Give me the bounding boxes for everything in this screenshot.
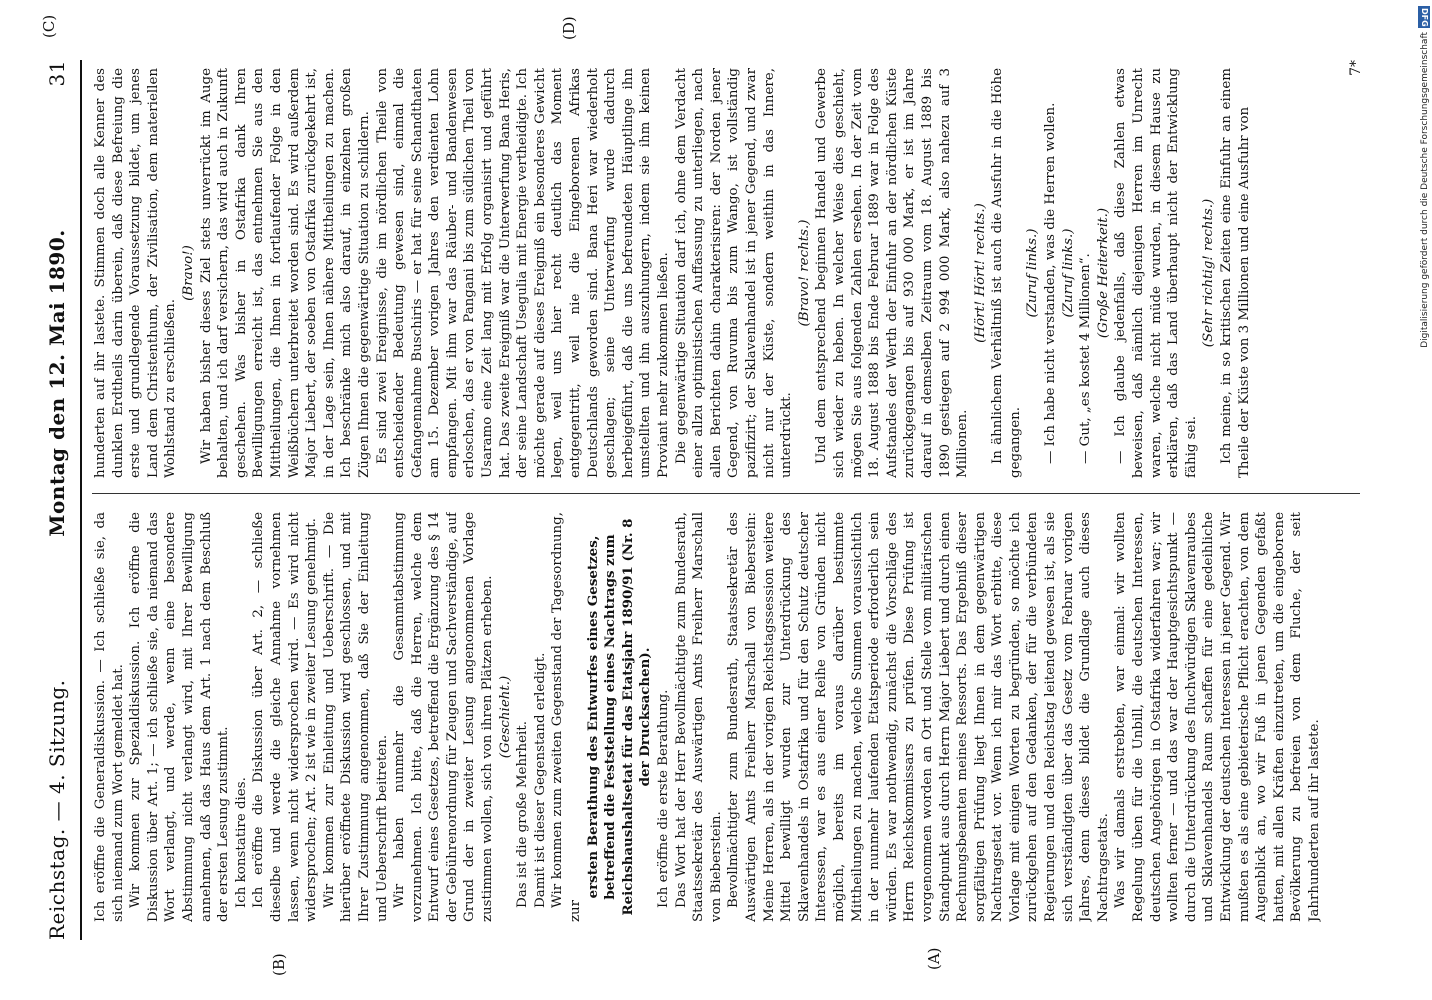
interjection: (Bravo! rechts.) xyxy=(796,219,812,327)
paragraph: Bevollmächtigter zum Bundesrath, Staatssekretär des Auswärtigen Amts Freiherr Marschall von Bieberstein: Meine Herren, als in der vorigen Reichstagssession weitere Mittel bewilligt wurden zur Unterdrückung des Sklavenhandels in Ostafrika und für den Schutz deutscher Interessen, war es aus einer Reihe von Gründen nicht möglich, bereits im voraus darüber bestimmte Mittheilungen zu machen, welche Summen voraussichtlich in der nunmehr laufenden Etatsperiode erforderlich sein würden. Es war nothwendig, zunächst die Vorschläge des Herrn Reichskommissars zu prüfen. Diese Prüfung ist vorgenommen worden an Ort und Stelle vom militärischen Standpunkt aus durch Herrn Major Liebert und durch einen Rechnungsbeamten meines Ressorts. Das Ergebniß dieser sorgfältigen Prüfung liegt Ihnen in dem gegenwärtigen Nachtragsetat vor. Wenn ich mir das Wort erbitte, diese Vorlage mit einigen Worten zu begründen, so möchte ich zurückgehen auf den Gedanken, der für die verbündeten Regierungen und den Reichstag leitend gewesen ist, als sie sich verständigten über das Gesetz vom Februar vorigen Jahres, denn dieses bildet die Grundlage auch dieses Nachtragsetats. xyxy=(726,512,1111,922)
left-column xyxy=(92,512,1360,922)
margin-marker-a: (A) xyxy=(925,947,943,970)
interjection: (Geschieht.) xyxy=(497,675,513,759)
paragraph: Wir kommen zum zweiten Gegenstand der Tagesordnung, zur xyxy=(550,512,584,922)
paragraph: Und dem entsprechend beginnen Handel und Gewerbe sich wieder zu heben. In welcher Weise dies geschieht, mögen Sie aus folgenden Zahlen ersehen. In der Zeit vom 18. August 1888 bis Ende Februar 1889 war in Folge des Aufstandes der Werth der Einfuhr an der nördlichen Küste zurückgegangen bis auf 930 000 Mark, er ist im Jahre darauf in demselben Zeitraum vom 18. August 1889 bis 1890 gestiegen auf 2 994 000 Mark, also nahezu auf 3 Millionen. xyxy=(814,68,971,478)
header-date: Montag den 12. Mai 1890. xyxy=(45,229,69,537)
interjection: (Zuruf links.) xyxy=(1025,228,1041,318)
interjection: (Sehr richtig! rechts.) xyxy=(1201,198,1217,348)
paragraph: Es sind zwei Ereignisse, die im nördlichen Theile von entscheidender Bedeutung gewesen sind, einmal die Gefangennahme Buschiris — er hat für seine Schandthaten am 15. Dezember vorigen Jahres den verdienten Lohn empfangen. Mit ihm war das Räuber- und Bandenwesen erloschen, das er von Pangani bis zum südlichen Theil von Usaramo eine Zeit lang mit Erfolg organisirt und geführt hat. Das zweite Ereigniß war die Unterwerfung Bana Heris, der seine Landschaft Usegulia mit Energie vertheidigte. Ich möchte gerade auf dieses Ereigniß ein besonderes Gewicht legen, weil uns hier recht deutlich das Moment entgegentritt, weil nie die Eingeborenen Afrikas Deutschlands geworden sind. Bana Heri war wiederholt geschlagen; seine Unterwerfung wurde dadurch herbeigeführt, daß die uns befreundeten Häuptlinge ihn umstellten und ihn auszuhungern, indem sie ihm keinen Proviant mehr zukommen ließen. xyxy=(374,68,671,478)
paragraph: Ich eröffne die Generaldiskussion. — Ich schließe sie, da sich niemand zum Wort gemeldet hat. xyxy=(93,512,126,922)
interjection: (Hört! Hört! rechts.) xyxy=(972,203,988,343)
signature-mark: 7* xyxy=(1348,60,1364,76)
margin-marker-c: (C) xyxy=(40,14,58,38)
paragraph: hunderten auf ihr lastete. Stimmen doch alle Kenner des dunklen Erdtheils darin überein, daß diese Befreiung die erste und grundlegende Voraussetzung bildet, um jenes Land dem Christenthum, der Zivilisation, dem materiellen Wohlstand zu erschließen. xyxy=(93,68,179,478)
paragraph: Wir haben nunmehr die Gesammtabstimmung vorzunehmen. Ich bitte, daß die Herren, welche dem Entwurf eines Gesetzes, betreffend die Ergänzung des § 14 der Gebührenordnung für Zeugen und Sachverständige, auf Grund der in zweiter Lesung angenommenen Vorlage zustimmen wollen, sich von ihren Plätzen erheben. xyxy=(392,512,496,922)
header-left: Reichstag. — 4. Sitzung. xyxy=(45,679,69,940)
paragraph: Ich eröffne die erste Berathung. xyxy=(656,689,671,908)
paragraph: — Ich habe nicht verstanden, was die Herren wollen. xyxy=(1043,102,1059,464)
paragraph: Die gegenwärtige Situation darf ich, ohne dem Verdacht einer allzu optimistischen Auffassung zu unterliegen, nach allen Berichten dahin charakterisiren: der Norden jener Gegend, von Ruvuma bis zum Wango, ist vollständig pazifizirt; der Sklavenhandel ist in jener Gegend, und zwar nicht nur der Küste, sondern weithin in das Innere, unterdrückt. xyxy=(673,68,795,478)
header-rule xyxy=(80,60,82,940)
margin-marker-d: (D) xyxy=(560,16,578,40)
paragraph: Ich eröffne die Diskussion über Art. 2, — schließe dieselbe und werde die gleiche Annahme vornehmen lassen, wenn nicht widersprochen wird. — Es wird nicht widersprochen; Art. 2 ist wie in zweiter Lesung genehmigt. xyxy=(251,512,320,922)
right-column xyxy=(92,68,1360,478)
page-number: 31 xyxy=(45,60,69,87)
digitization-credit: Digitalisierung gefördert durch die Deutsche Forschungsgemeinschaft xyxy=(1420,32,1430,348)
interjection: (Zuruf links.) xyxy=(1060,228,1076,318)
dfg-sidebar xyxy=(1418,0,1432,1000)
paragraph: Wir kommen zur Spezialdiskussion. Ich eröffne die Diskussion über Art. 1; — ich schließe sie, da niemand das Wort verlangt, und werde, wenn eine besondere Abstimmung nicht verlangt wird, mit Ihrer Bewilligung annehmen, daß das Haus dem Art. 1 nach dem Beschluß der ersten Lesung zustimmt. xyxy=(128,512,232,922)
agenda-item: ersten Berathung des Entwurfes eines Gesetzes, betreffend die Feststellung eines Nachtrags zum Reichshaushaltsetat für das Etatsjahr 1890/91 (Nr. 8 der Drucksachen). xyxy=(584,518,654,916)
paragraph: Das Wort hat der Herr Bevollmächtigte zum Bundesrath, Staatssekretär des Auswärtigen Amts Freiherr Marschall von Bieberstein. xyxy=(673,512,724,922)
interjection: (Große Heiterkeit.) xyxy=(1095,207,1111,339)
interjection: (Bravo!) xyxy=(180,245,196,301)
page-header xyxy=(40,60,74,940)
paragraph: Wir kommen zur Einleitung und Ueberschrift. — Die hierüber eröffnete Diskussion wird geschlossen, und mit Ihrer Zustimmung angenommen, daß Sie der Einleitung und Ueberschrift beitreten. xyxy=(321,512,390,922)
dfg-logo: DFG xyxy=(1420,7,1429,27)
paragraph: Das ist die große Mehrheit. xyxy=(515,721,531,908)
paragraph: Damit ist dieser Gegenstand erledigt. xyxy=(532,652,548,908)
paragraph: In ähnlichem Verhältniß ist auch die Ausfuhr in die Höhe gegangen. xyxy=(990,68,1023,478)
paragraph: Ich meine, in so kritischen Zeiten eine Einfuhr an einem Theile der Küste von 3 Millionen und eine Ausfuhr von xyxy=(1219,68,1252,478)
column-divider xyxy=(92,493,1360,494)
margin-marker-b: (B) xyxy=(270,953,288,976)
paragraph: Ich konstatire dies. xyxy=(233,777,249,908)
paragraph: Wir haben bisher dieses Ziel stets unverrückt im Auge behalten, und ich darf versichern, das wird auch in Zukunft geschehen. Was bisher in Ostafrika dank Ihren Bewilligungen erreicht ist, das entnehmen Sie aus den Mittheilungen, die Ihnen in fortlaufender Folge in den Weißbüchern unterbreitet worden sind. Es wird außerdem Major Liebert, der soeben von Ostafrika zurückgekehrt ist, in der Lage sein, Ihnen nähere Mittheilungen zu machen. Ich beschränke mich also darauf, in einzelnen großen Zügen Ihnen die gegenwärtige Situation zu schildern. xyxy=(198,68,372,478)
paragraph: — Gut, „es kostet 4 Millionen“. xyxy=(1078,253,1094,464)
paragraph: — Ich glaube jedenfalls, daß diese Zahlen etwas beweisen, daß nämlich diejenigen Herren im Unrecht waren, welche nicht müde wurden, in diesem Hause zu erklären, daß das Land überhaupt nicht der Entwicklung fähig sei. xyxy=(1113,68,1199,478)
paragraph: Was wir damals erstrebten, war einmal: wir wollten Regelung üben für die Unbill, die deutschen Interessen, deutschen Angehörigen in Ostafrika widerfahren war; wir wollten ferner — und das war der Hauptgesichtspunkt — durch die Unterdrückung des fluchwürdigen Sklavenraubes und Sklavenhandels Raum schaffen für eine gedeihliche Entwicklung der deutschen Interessen in jener Gegend. Wir mußten es als eine gebieterische Pflicht erachten, von dem Augenblick an, wo wir Fuß in jenen Gegenden gefaßt hatten, mit allen Kräften einzutreten, um die eingeborene Bevölkerung zu befreien von dem Fluche, der seit Jahrhunderten auf ihr lastete. xyxy=(1113,512,1322,922)
